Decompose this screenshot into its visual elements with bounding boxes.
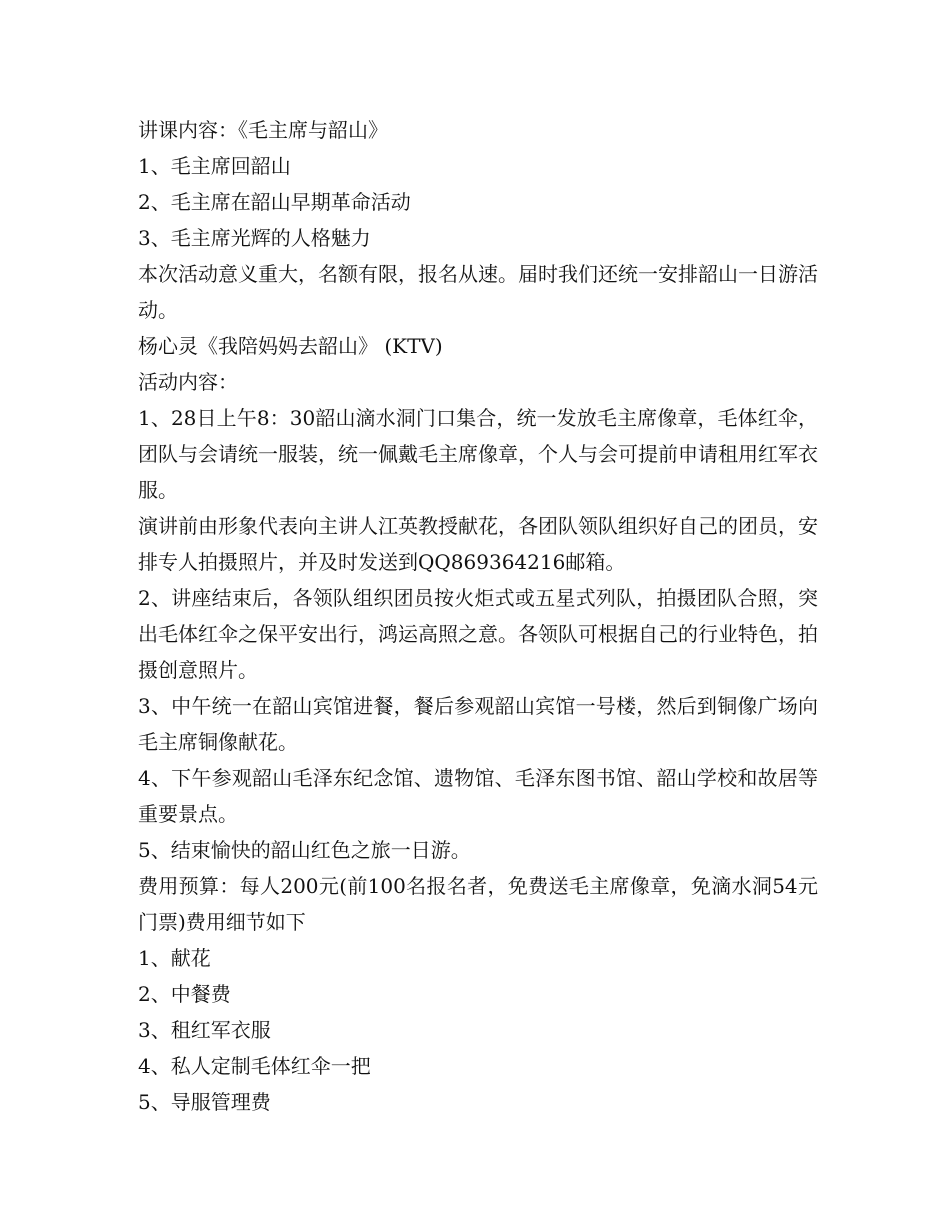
budget-item-5: 5、导服管理费 bbox=[138, 1090, 271, 1114]
lecture-content-heading: 讲课内容：《毛主席与韶山》 bbox=[138, 118, 388, 142]
budget-item-1: 1、献花 bbox=[138, 946, 211, 970]
budget-item-3: 3、租红军衣服 bbox=[138, 1018, 271, 1042]
budget-heading: 费用预算：每人200元(前100名报名者，免费送毛主席像章，免滴水洞54元门票)费用细节如下 bbox=[138, 874, 818, 934]
activity-item-4: 4、下午参观韶山毛泽东纪念馆、遗物馆、毛泽东图书馆、韶山学校和故居等重要景点。 bbox=[138, 766, 818, 826]
activity-notice: 本次活动意义重大，名额有限，报名从速。届时我们还统一安排韶山一日游活动。 bbox=[138, 262, 818, 322]
lecture-item-1: 1、毛主席回韶山 bbox=[138, 154, 291, 178]
document-body bbox=[138, 112, 818, 1120]
lecture-item-3: 3、毛主席光辉的人格魅力 bbox=[138, 226, 371, 250]
song-line: 杨心灵《我陪妈妈去韶山》 (KTV) bbox=[138, 334, 443, 358]
budget-item-4: 4、私人定制毛体红伞一把 bbox=[138, 1054, 371, 1078]
activity-content-heading: 活动内容： bbox=[138, 370, 238, 394]
activity-item-1: 1、28日上午8：30韶山滴水洞门口集合，统一发放毛主席像章，毛体红伞，团队与会请统一服装，统一佩戴毛主席像章，个人与会可提前申请租用红军衣服。 bbox=[138, 406, 818, 502]
budget-item-2: 2、中餐费 bbox=[138, 982, 231, 1006]
lecture-item-2: 2、毛主席在韶山早期革命活动 bbox=[138, 190, 411, 214]
activity-item-2: 2、讲座结束后，各领队组织团员按火炬式或五星式列队，拍摄团队合照，突出毛体红伞之保平安出行，鸿运高照之意。各领队可根据自己的行业特色，拍摄创意照片。 bbox=[138, 586, 818, 682]
activity-item-1-detail: 演讲前由形象代表向主讲人江英教授献花，各团队领队组织好自己的团员，安排专人拍摄照片，并及时发送到QQ869364216邮箱。 bbox=[138, 514, 818, 574]
activity-item-3: 3、中午统一在韶山宾馆进餐，餐后参观韶山宾馆一号楼，然后到铜像广场向毛主席铜像献花。 bbox=[138, 694, 818, 754]
activity-item-5: 5、结束愉快的韶山红色之旅一日游。 bbox=[138, 838, 471, 862]
